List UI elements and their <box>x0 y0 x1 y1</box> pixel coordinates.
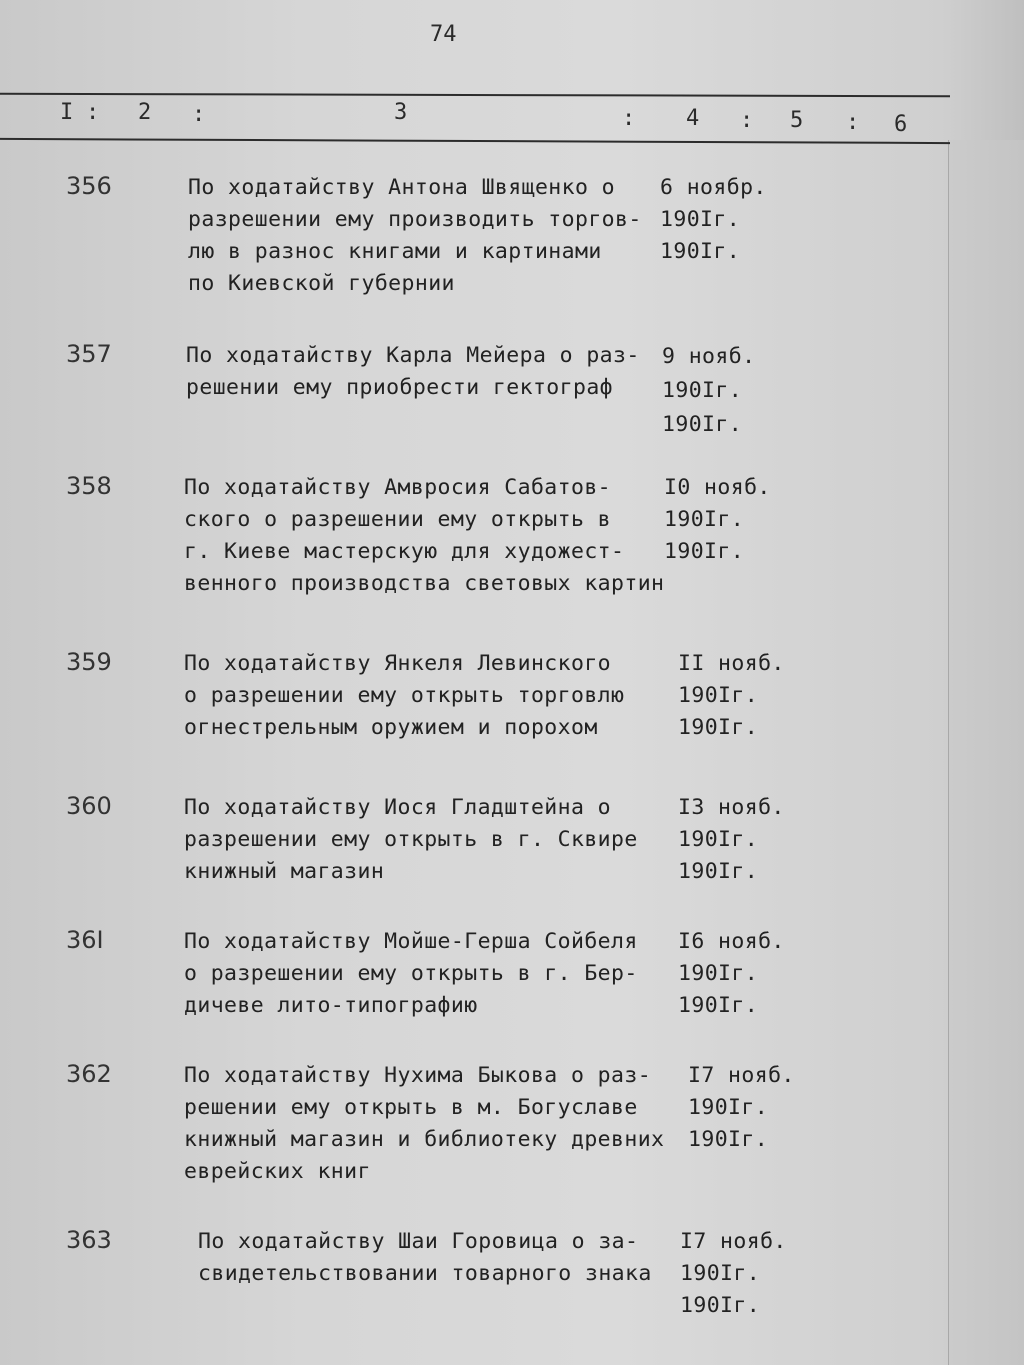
entry-dates <box>678 926 785 1022</box>
entry-description <box>184 1060 664 1188</box>
page-number: 74 <box>430 22 457 47</box>
entry-date: 190Iг. <box>660 239 741 264</box>
entry-date: II нояб. <box>678 651 785 676</box>
entry-text-line: дичеве лито-типографию <box>184 993 478 1018</box>
column-header: 6 <box>894 112 908 137</box>
entry-date: 190Iг. <box>662 412 743 437</box>
entry-text-line: по Киевской губернии <box>188 271 455 296</box>
entry-text-line: г. Киеве мастерскую для художест- <box>184 539 625 564</box>
entry-text-line: о разрешении ему открыть торговлю <box>184 683 625 708</box>
entry-text-line: По ходатайству Антона Швященко о <box>188 175 616 200</box>
entry-number: 363 <box>66 1226 112 1254</box>
entry-date: 190Iг. <box>680 1293 761 1318</box>
entry-date: 190Iг. <box>664 539 745 564</box>
entry-description <box>188 172 642 300</box>
entry-number: 36I <box>66 926 104 954</box>
header-rule-bottom <box>0 138 950 144</box>
column-separator: : <box>86 100 100 125</box>
entry-date: I7 нояб. <box>688 1063 795 1088</box>
entry-number: 357 <box>66 340 112 368</box>
entry-text-line: свидетельствовании товарного знака <box>198 1261 652 1286</box>
entry-date: 190Iг. <box>688 1127 769 1152</box>
entry-description <box>184 926 638 1022</box>
entry-dates <box>680 1226 787 1322</box>
entry-date: 190Iг. <box>678 859 759 884</box>
entry-text-line: По ходатайству Нухима Быкова о раз- <box>184 1063 652 1088</box>
entry-date: 9 нояб. <box>662 344 756 369</box>
column-separator: : <box>192 102 206 127</box>
entry-text-line: По ходатайству Иося Гладштейна о <box>184 795 612 820</box>
entry-text-line: По ходатайству Карла Мейера о раз- <box>186 343 640 368</box>
entry-number: 360 <box>66 792 112 820</box>
entry-text-line: книжный магазин <box>184 859 385 884</box>
entry-date: 190Iг. <box>680 1261 761 1286</box>
entry-date: I6 нояб. <box>678 929 785 954</box>
entry-text-line: По ходатайству Шаи Горовица о за- <box>198 1229 639 1254</box>
page-edge <box>948 140 1024 1365</box>
entry-dates <box>660 172 767 268</box>
entry-description <box>198 1226 652 1290</box>
column-header: I <box>60 100 74 125</box>
entry-dates <box>664 472 771 568</box>
column-header: 5 <box>790 108 804 133</box>
entry-text-line: ского о разрешении ему открыть в <box>184 507 612 532</box>
entry-text-line: разрешении ему открыть в г. Сквире <box>184 827 638 852</box>
entry-date: I7 нояб. <box>680 1229 787 1254</box>
entry-text-line: лю в разнос книгами и картинами <box>188 239 602 264</box>
entry-number: 356 <box>66 172 112 200</box>
entry-number: 359 <box>66 648 112 676</box>
entry-text-line: книжный магазин и библиотеку древних <box>184 1127 665 1152</box>
entry-text-line: еврейских книг <box>184 1159 371 1184</box>
entry-description <box>184 472 664 600</box>
entry-date: 190Iг. <box>678 683 759 708</box>
entry-text-line: решении ему открыть в м. Богуславе <box>184 1095 638 1120</box>
entry-date: 190Iг. <box>678 827 759 852</box>
entry-text-line: о разрешении ему открыть в г. Бер- <box>184 961 638 986</box>
entry-description <box>184 792 638 888</box>
entry-dates <box>678 648 785 744</box>
entry-description <box>186 340 640 404</box>
entry-date: 190Iг. <box>688 1095 769 1120</box>
entry-text-line: По ходатайству Янкеля Левинского <box>184 651 612 676</box>
entry-date: 190Iг. <box>678 961 759 986</box>
entry-text-line: огнестрельным оружием и порохом <box>184 715 598 740</box>
entry-date: 190Iг. <box>678 993 759 1018</box>
column-header: 2 <box>138 100 152 125</box>
entry-dates <box>678 792 785 888</box>
column-header: 4 <box>686 106 700 131</box>
entry-text-line: По ходатайству Мойше-Герша Сойбеля <box>184 929 638 954</box>
entry-dates <box>662 340 755 442</box>
column-separator: : <box>846 110 860 135</box>
entry-number: 358 <box>66 472 112 500</box>
entry-text-line: венного производства световых картин <box>184 571 665 596</box>
entry-date: 6 ноябр. <box>660 175 767 200</box>
column-separator: : <box>622 106 636 131</box>
column-separator: : <box>740 108 754 133</box>
entry-text-line: По ходатайству Амвросия Сабатов- <box>184 475 612 500</box>
entry-text-line: решении ему приобрести гектограф <box>186 375 614 400</box>
entry-date: 190Iг. <box>664 507 745 532</box>
entry-date: I3 нояб. <box>678 795 785 820</box>
entry-text-line: разрешении ему производить торгов- <box>188 207 642 232</box>
entry-date: 190Iг. <box>662 378 743 403</box>
entry-date: 190Iг. <box>660 207 741 232</box>
header-rule-top <box>0 93 950 97</box>
column-header: 3 <box>394 100 408 125</box>
entry-date: I0 нояб. <box>664 475 771 500</box>
entry-description <box>184 648 624 744</box>
entry-number: 362 <box>66 1060 112 1088</box>
entry-date: 190Iг. <box>678 715 759 740</box>
entry-dates <box>688 1060 795 1156</box>
